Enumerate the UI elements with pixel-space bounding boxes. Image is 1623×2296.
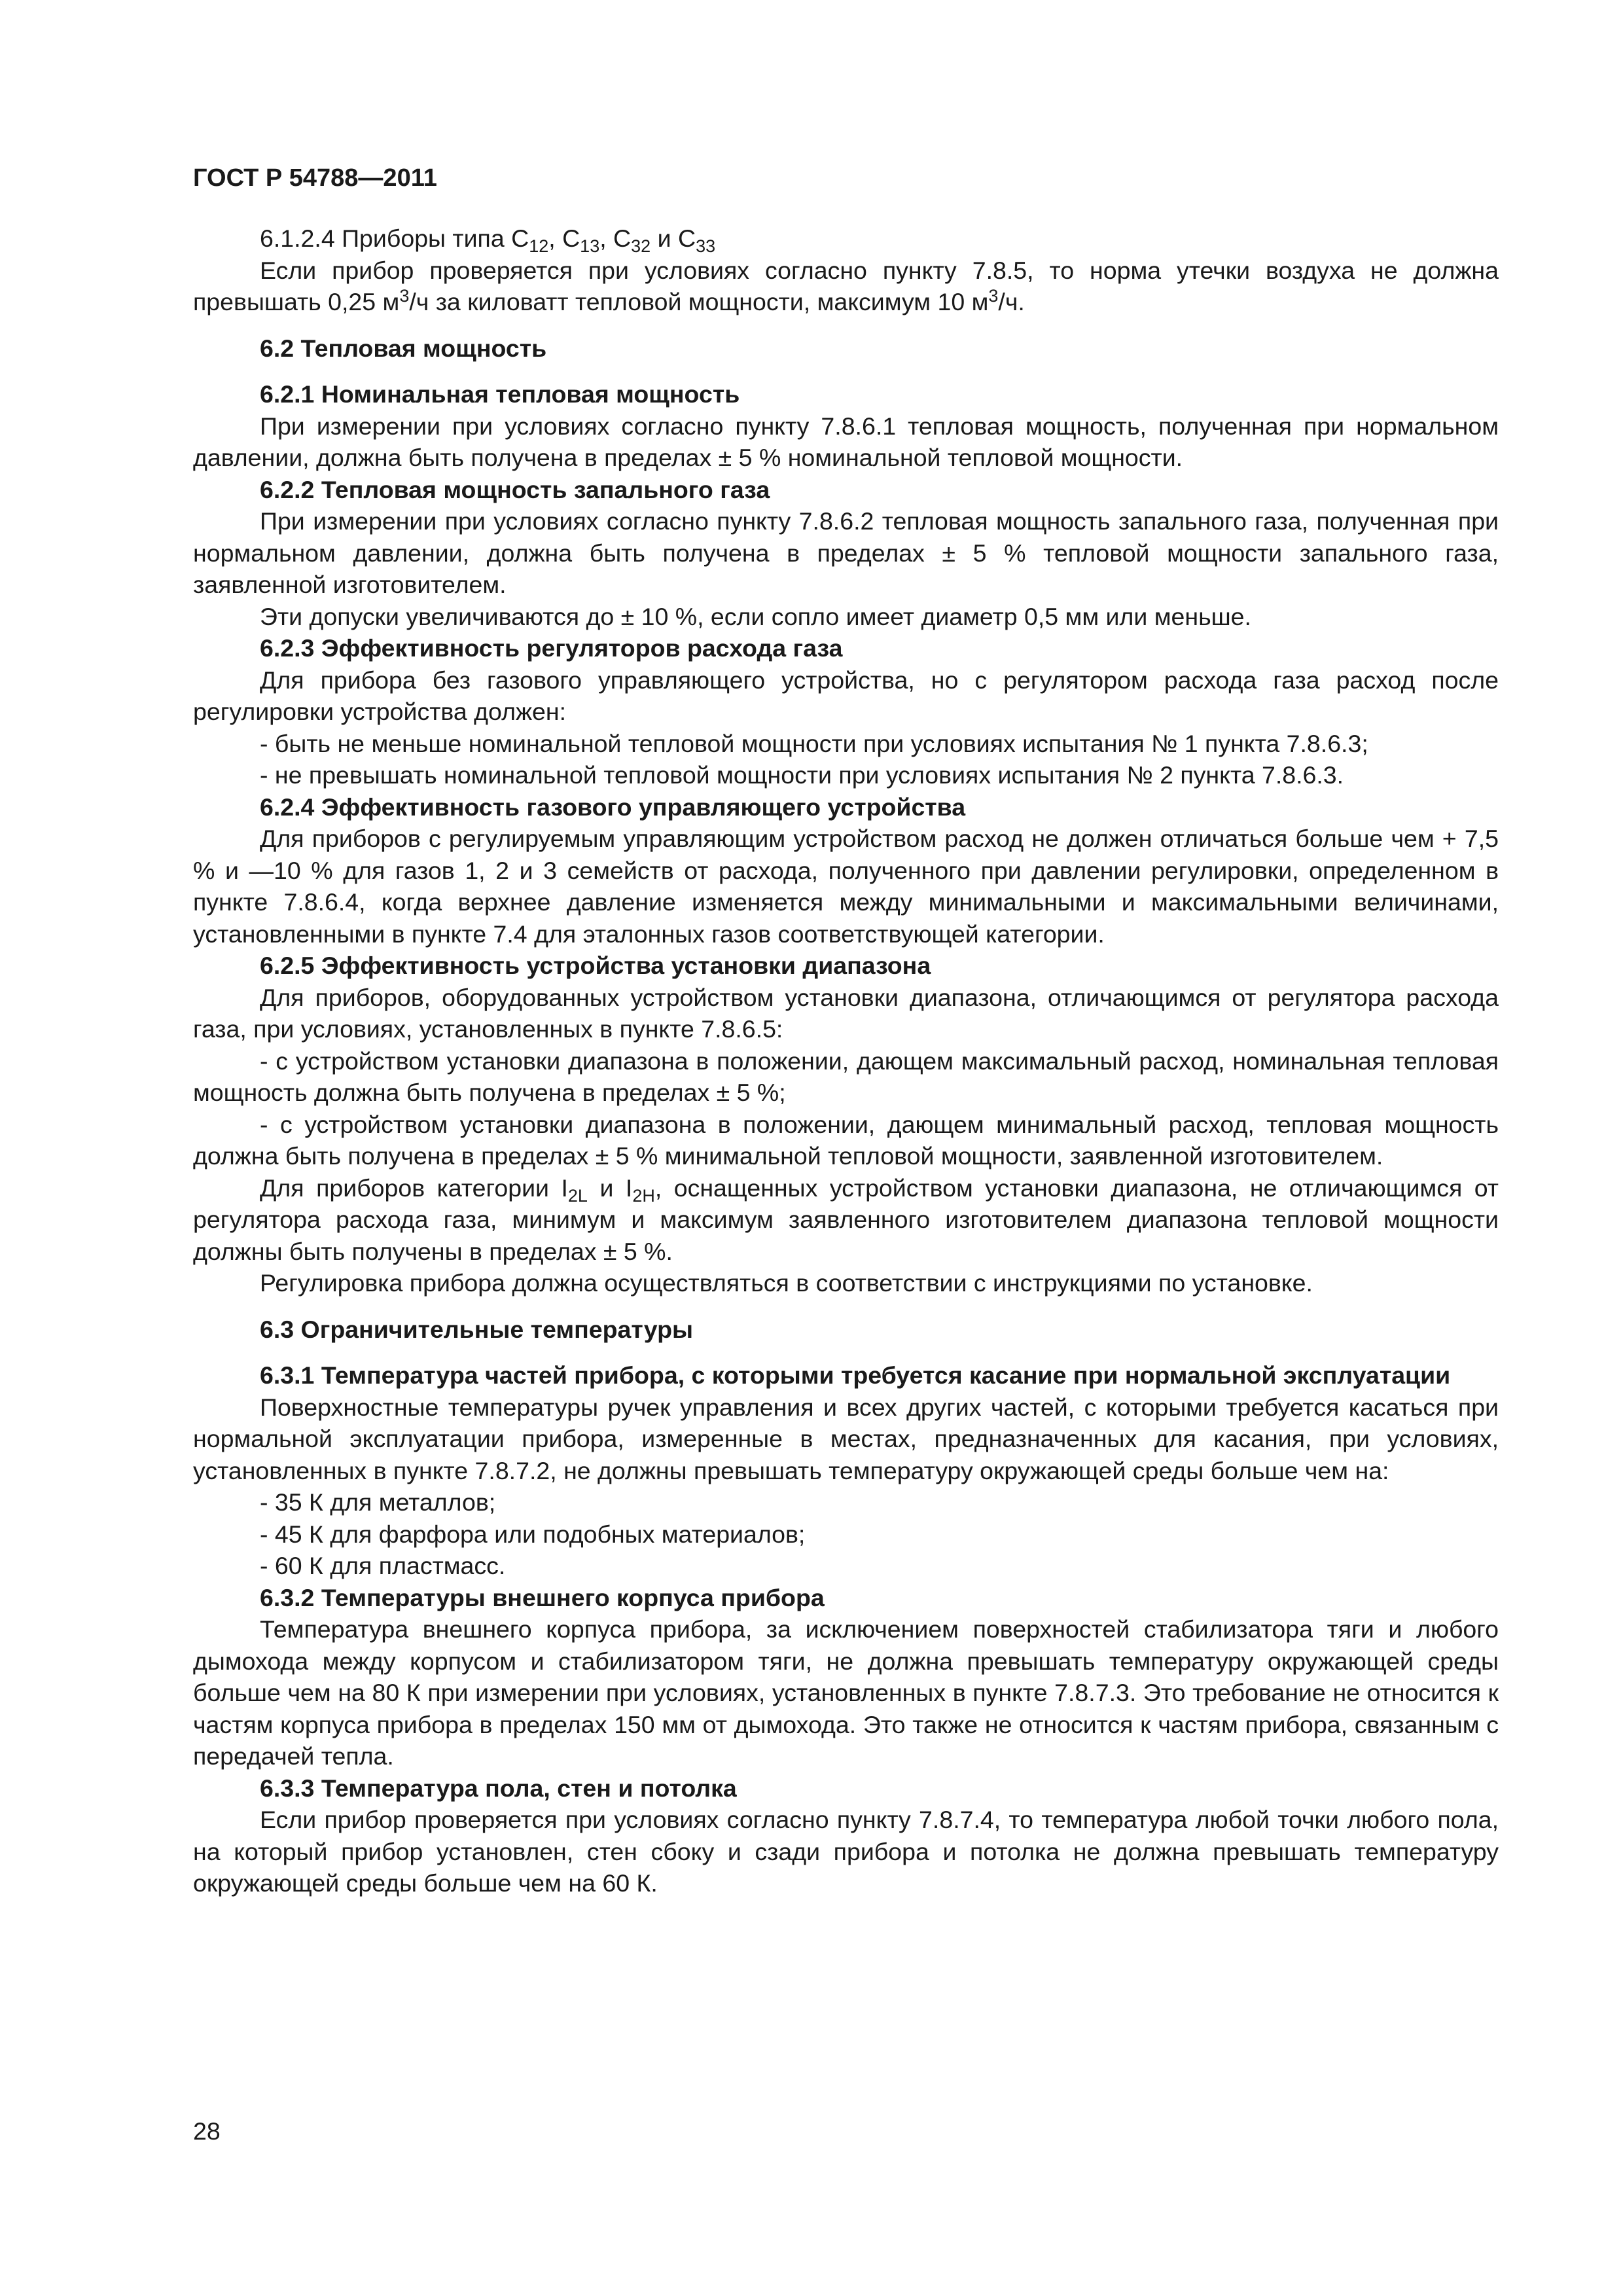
- clause-6-2-3-heading: 6.2.3 Эффективность регуляторов расхода газа: [260, 634, 843, 662]
- clause-6-2-4-paragraph: Для приборов с регулируемым управляющим устройством расход не должен отличаться больше чем + 7,5 % и —10 % для газов 1, 2 и 3 семейств от расхода, полученного при давлении регулировки, определенном в пункте 7.8.6.4, когда верхнее давление изменяется между минимальными и максимальными величинами, установленными в пункте 7.4 для эталонных газов соответствующей категории.: [193, 825, 1499, 948]
- page-content: [193, 223, 1499, 1899]
- clause-6-3-1-list-item: - 35 К для металлов;: [260, 1488, 496, 1516]
- clause-6-2-2-tolerance: Эти допуски увеличиваются до ± 10 %, если сопло имеет диаметр 0,5 мм или меньше.: [260, 602, 1251, 630]
- clause-6-2-2-heading: 6.2.2 Тепловая мощность запального газа: [260, 475, 770, 503]
- clause-6-2-3-list-item: - не превышать номинальной тепловой мощности при условиях испытания № 2 пункта 7.8.6.3.: [260, 761, 1344, 789]
- section-6-2-heading: 6.2 Тепловая мощность: [260, 334, 547, 362]
- section-6-3-heading: 6.3 Ограничительные температуры: [260, 1315, 693, 1343]
- clause-6-2-5-paragraph: Для приборов, оборудованных устройством установки диапазона, отличающимся от регулятора расхода газа, при условиях, установленных в пункте 7.8.6.5:: [193, 983, 1499, 1043]
- clause-6-2-5-category-paragraph: Для приборов категории $I_{2L}$ и $I_{2H}$, оснащенных устройством установки диапазона, не отличающимся от регулятора расхода газа, минимум и максимум заявленного изготовителем диапазона тепловой мощности должны быть получены в пределах ± 5 %.: [193, 1174, 1499, 1265]
- clause-6-3-1-paragraph: Поверхностные температуры ручек управления и всех других частей, с которыми требуется касаться при нормальной эксплуатации прибора, измеренные в местах, предназначенных для касания, при условиях, установленных в пункте 7.8.7.2, не должны превышать температуру окружающей среды больше чем на:: [193, 1393, 1499, 1484]
- clause-6-3-2-heading: 6.3.2 Температуры внешнего корпуса прибора: [260, 1583, 825, 1611]
- clause-6-3-1-heading: 6.3.1 Температура частей прибора, с которыми требуется касание при нормальной эксплуатации: [260, 1361, 1451, 1389]
- document-header: ГОСТ Р 54788—2011: [193, 164, 437, 192]
- clause-6-2-1-heading: 6.2.1 Номинальная тепловая мощность: [260, 380, 740, 408]
- clause-6-2-1-paragraph: При измерении при условиях согласно пункту 7.8.6.1 тепловая мощность, полученная при нормальном давлении, должна быть получена в пределах ± 5 % номинальной тепловой мощности.: [193, 412, 1499, 471]
- clause-6-3-1-list-item: - 45 К для фарфора или подобных материалов;: [260, 1520, 806, 1548]
- clause-6-2-3-list-item: - быть не меньше номинальной тепловой мощности при условиях испытания № 1 пункта 7.8.6.3;: [260, 729, 1368, 757]
- clause-6-2-2-paragraph: При измерении при условиях согласно пункту 7.8.6.2 тепловая мощность запального газа, полученная при нормальном давлении, должна быть получена в пределах ± 5 % тепловой мощности запального газа, заявленной изготовителем.: [193, 507, 1499, 598]
- clause-6-2-5-list-item: - с устройством установки диапазона в положении, дающем максимальный расход, номинальная тепловая мощность должна быть получена в пределах ± 5 %;: [193, 1047, 1499, 1106]
- clause-6-3-2-paragraph: Температура внешнего корпуса прибора, за исключением поверхностей стабилизатора тяги и любого дымохода между корпусом и стабилизатором тяги, не должна превышать температуру окружающей среды больше чем на 80 К при измерении при условиях, установленных в пункте 7.8.7.3. Это требование не относится к частям корпуса прибора в пределах 150 мм от дымохода. Это также не относится к частям прибора, связанным с передачей тепла.: [193, 1615, 1499, 1770]
- clause-6-2-4-heading: 6.2.4 Эффективность газового управляющего устройства: [260, 793, 966, 821]
- clause-6-1-2-4-text: Если прибор проверяется при условиях согласно пункту 7.8.5, то норма утечки воздуха не должна превышать 0,25 $м^3/ч$ за киловатт тепловой мощности, максимум 10 $м^3/ч$.: [193, 256, 1499, 315]
- clause-6-1-2-4-title: 6.1.2.4 Приборы типа $C_{12}$, $C_{13}$, $C_{32}$ и $C_{33}$: [260, 224, 716, 256]
- clause-6-2-5-adjustment-note: Регулировка прибора должна осуществляться в соответствии с инструкциями по установке.: [260, 1269, 1313, 1297]
- page-number: 28: [193, 2117, 221, 2145]
- clause-6-3-1-list-item: - 60 К для пластмасс.: [260, 1552, 506, 1579]
- clause-6-2-5-heading: 6.2.5 Эффективность устройства установки диапазона: [260, 952, 931, 979]
- clause-6-3-3-paragraph: Если прибор проверяется при условиях согласно пункту 7.8.7.4, то температура любой точки любого пола, на который прибор установлен, стен сбоку и сзади прибора и потолка не должна превышать температуру окружающей среды больше чем на 60 К.: [193, 1806, 1499, 1897]
- clause-6-2-3-paragraph: Для прибора без газового управляющего устройства, но с регулятором расхода газа расход после регулировки устройства должен:: [193, 666, 1499, 725]
- clause-6-2-5-list-item: - с устройством установки диапазона в положении, дающем минимальный расход, тепловая мощность должна быть получена в пределах ± 5 % минимальной тепловой мощности, заявленной изготовителем.: [193, 1110, 1499, 1170]
- clause-6-3-3-heading: 6.3.3 Температура пола, стен и потолка: [260, 1774, 737, 1802]
